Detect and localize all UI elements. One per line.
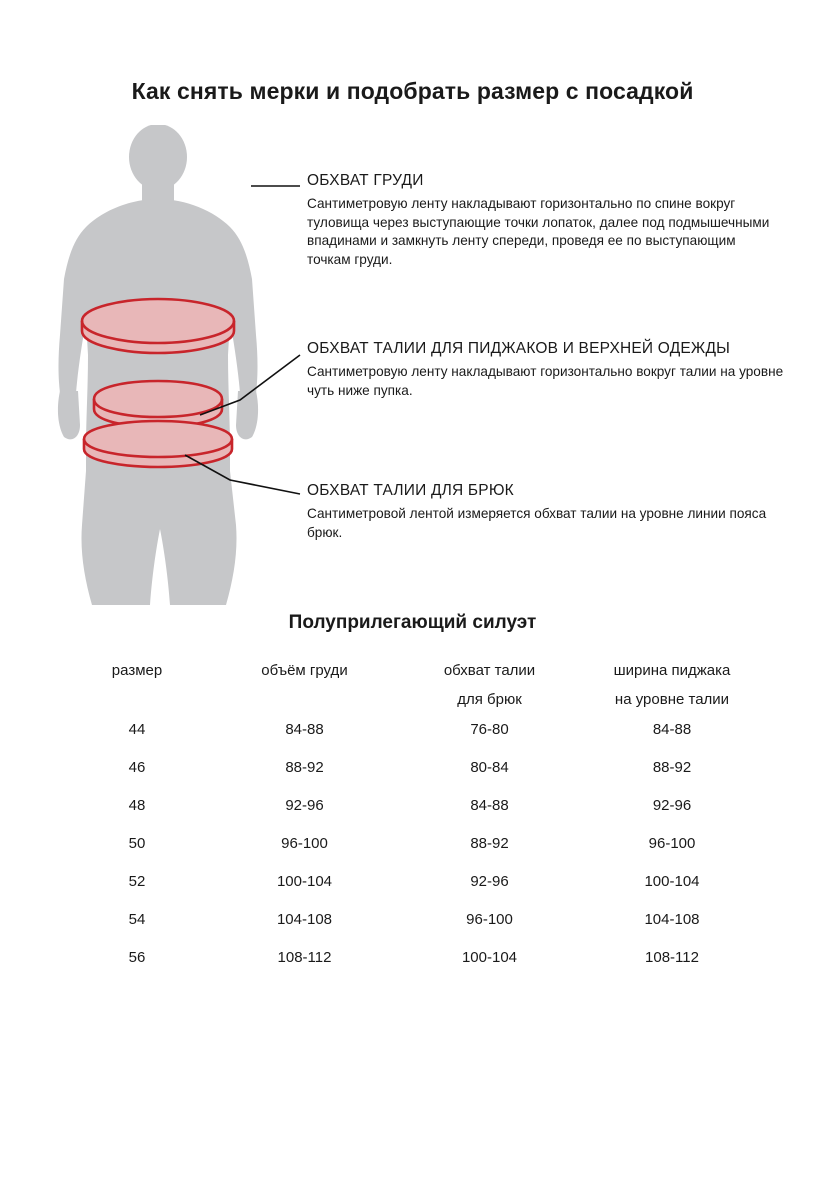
table-body <box>62 710 762 976</box>
table-caption: Полуприлегающий силуэт <box>288 612 537 633</box>
table-cell: 88-92 <box>285 758 324 776</box>
table-row <box>62 938 762 976</box>
column-header-size: размер <box>111 662 163 679</box>
table-cell: 104-108 <box>644 910 700 928</box>
table-cell: 100-104 <box>644 872 700 890</box>
table-cell: 104-108 <box>276 910 333 928</box>
size-table <box>62 660 762 976</box>
callout-waist-trousers-body: Сантиметровой лентой измеряется обхват талии на уровне линии пояса брюк. <box>307 506 767 540</box>
callout-chest-body: Сантиметровую ленту накладывают горизонтально по спине вокруг туловища через выступающие точки лопаток, далее под подмышечными впадинами и замкнуть ленту спереди, проведя ее по выступающим точкам груди. <box>307 196 770 267</box>
table-cell: 92-96 <box>470 872 509 890</box>
table-cell: 92-96 <box>285 796 324 814</box>
table-cell: 44 <box>128 720 146 738</box>
callout-waist-trousers-title: ОБХВАТ ТАЛИИ ДЛЯ БРЮК <box>307 482 514 499</box>
table-cell: 108-112 <box>277 948 332 966</box>
table-cell: 88-92 <box>652 758 692 776</box>
column-header-chest: объём груди <box>261 662 348 679</box>
table-cell: 76-80 <box>470 720 509 738</box>
table-row <box>62 710 762 748</box>
table-cell: 84-88 <box>285 720 324 738</box>
table-cell: 56 <box>128 948 146 966</box>
table-row <box>62 748 762 786</box>
callout-waist-trousers <box>307 482 777 542</box>
table-cell: 100-104 <box>461 948 518 966</box>
table-cell: 88-92 <box>470 834 509 852</box>
table-cell: 46 <box>128 758 146 776</box>
callout-chest-title: ОБХВАТ ГРУДИ <box>307 172 424 189</box>
callout-waist-jacket-title: ОБХВАТ ТАЛИИ ДЛЯ ПИДЖАКОВ И ВЕРХНЕЙ ОДЕЖДЫ <box>307 340 731 357</box>
callout-waist-jacket-body: Сантиметровую ленту накладывают горизонтально вокруг талии на уровне чуть ниже пупка. <box>307 364 784 398</box>
table-row <box>62 900 762 938</box>
table-cell: 50 <box>128 834 146 852</box>
table-cell: 96-100 <box>281 834 328 852</box>
table-header-row <box>62 660 762 710</box>
callout-waist-jacket <box>307 340 797 400</box>
table-cell: 96-100 <box>648 834 696 852</box>
body-figure <box>30 125 290 605</box>
table-cell: 80-84 <box>470 758 509 776</box>
table-cell: 52 <box>128 872 146 890</box>
male-torso-silhouette <box>58 125 258 605</box>
table-cell: 108-112 <box>645 948 699 966</box>
table-row <box>62 862 762 900</box>
chest-tape <box>82 299 234 353</box>
column-header-jacket-width: ширина пиджака на уровне талии <box>613 662 731 708</box>
page-title: Как снять мерки и подобрать размер с посадкой <box>131 78 694 104</box>
table-cell: 96-100 <box>466 910 513 928</box>
callout-chest <box>307 172 777 269</box>
column-header-waist: обхват талии для брюк <box>443 662 536 708</box>
table-cell: 100-104 <box>276 872 333 890</box>
table-cell: 92-96 <box>652 796 692 814</box>
table-cell: 84-88 <box>652 720 692 738</box>
table-row <box>62 786 762 824</box>
table-cell: 84-88 <box>470 796 509 814</box>
table-row <box>62 824 762 862</box>
table-cell: 54 <box>128 910 146 928</box>
table-cell: 48 <box>128 796 146 814</box>
trousers-waist-tape <box>84 421 232 467</box>
